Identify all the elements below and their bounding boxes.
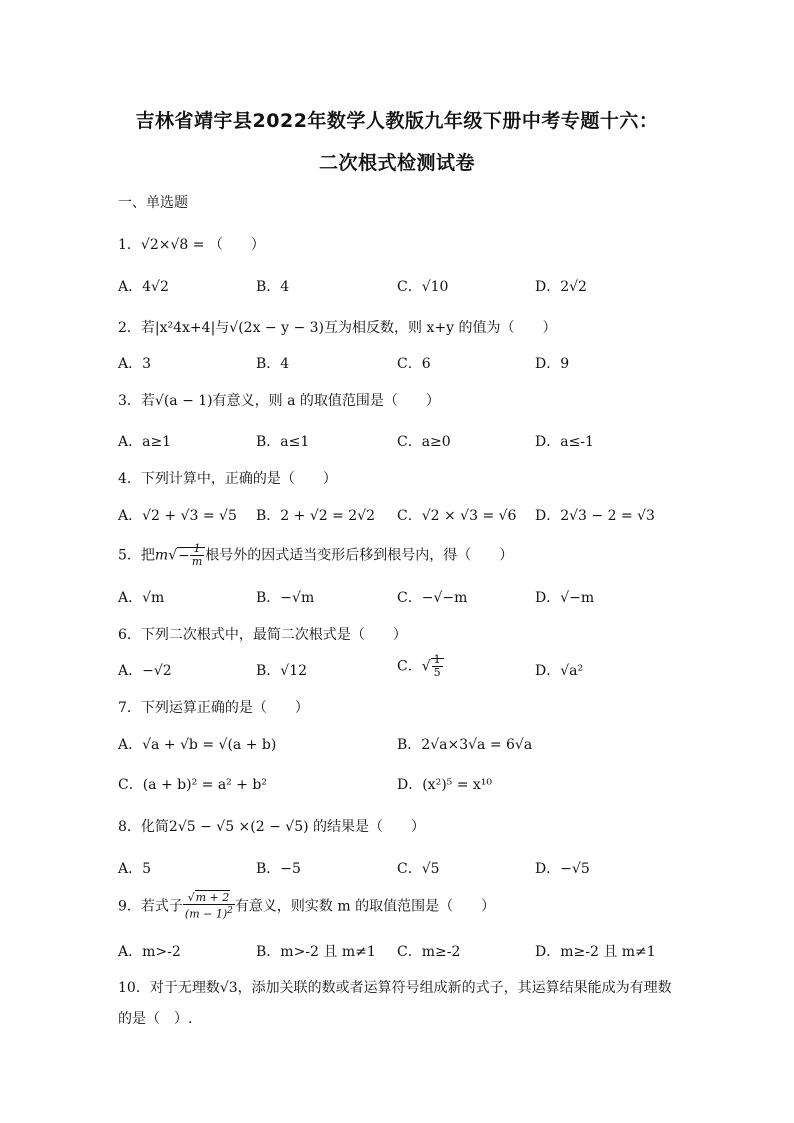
q8-option-d: D．−√5	[535, 861, 590, 877]
q5-radical-expression: m√− $\frac{1}{m}$	[155, 547, 205, 564]
q4-option-a: A．√2 + √3 = √5	[118, 508, 237, 524]
q6-option-c-label: C．	[397, 658, 422, 675]
question-2-stem: 2．若|x²4x+4|与√(2x − y − 3)互为相反数，则 x+y 的值为（ ）	[118, 320, 557, 336]
q9-option-b: B．m>-2 且 m≠1	[256, 944, 376, 960]
q5-stem-prefix: 5．把	[118, 547, 155, 564]
q5-stem-suffix: 根号外的因式适当变形后移到根号内，得（ ）	[205, 547, 514, 564]
q8-option-c: C．√5	[397, 861, 440, 877]
q7-option-b: B．2√a×3√a = 6√a	[397, 737, 533, 753]
q6-option-d: D．√a²	[535, 663, 584, 679]
q9-option-d: D．m≥-2 且 m≠1	[535, 944, 656, 960]
q3-option-b: B．a≤1	[256, 434, 310, 450]
question-10-stem-line-2: 的是（ ）.	[118, 1011, 193, 1027]
q4-option-b: B．2 + √2 = 2√2	[256, 508, 376, 524]
q9-option-a: A．m>-2	[118, 944, 181, 960]
title-line-2: 二次根式检测试卷	[318, 152, 475, 174]
q2-option-d: D．9	[535, 356, 570, 372]
q4-option-c: C．√2 × √3 = √6	[397, 508, 517, 524]
q2-option-b: B．4	[256, 356, 290, 372]
q7-option-c: C．(a + b)² = a² + b²	[118, 777, 267, 793]
q2-option-c: C．6	[397, 356, 431, 372]
q8-option-b: B．−5	[256, 861, 301, 877]
q5-option-c: C．−√−m	[397, 590, 468, 606]
q2-option-a: A．3	[118, 356, 152, 372]
question-1-stem: 1．√2×√8 = （ ）	[118, 237, 265, 253]
q7-option-a: A．√a + √b = √(a + b)	[118, 737, 277, 753]
q5-option-b: B．−√m	[256, 590, 315, 606]
question-9-stem	[118, 892, 495, 921]
q9-stem-prefix: 9．若式子	[118, 898, 183, 915]
question-4-stem: 4．下列计算中，正确的是（ ）	[118, 471, 337, 487]
q1-option-a: A．4√2	[118, 279, 169, 295]
q9-fraction-expression: $\frac{√m + 2}{(m - 1)^2}$	[184, 891, 233, 921]
q3-option-a: A．a≥1	[118, 434, 172, 450]
q3-option-d: D．a≤-1	[535, 434, 594, 450]
question-10-stem-line-1: 10．对于无理数√3，添加关联的数或者运算符号组成新的式子，其运算结果能成为有理数	[118, 980, 672, 996]
q8-option-a: A．5	[118, 861, 152, 877]
question-5-stem	[118, 543, 513, 568]
title-line-1: 吉林省靖宇县2022年数学人教版九年级下册中考专题十六：	[135, 110, 659, 132]
question-3-stem: 3．若√(a − 1)有意义，则 a 的取值范围是（ ）	[118, 393, 440, 409]
q6-option-c: C．√ $\frac{1}{5}$	[397, 654, 444, 679]
q5-option-a: A．√m	[118, 590, 165, 606]
q9-option-c: C．m≥-2	[397, 944, 461, 960]
question-7-stem: 7．下列运算正确的是（ ）	[118, 700, 309, 716]
q1-option-c: C．√10	[397, 279, 449, 295]
q9-stem-suffix: 有意义，则实数 m 的取值范围是（ ）	[234, 898, 496, 915]
q3-option-c: C．a≥0	[397, 434, 451, 450]
q4-option-d: D．2√3 − 2 = √3	[535, 508, 655, 524]
q6-option-b: B．√12	[256, 663, 308, 679]
question-8-stem: 8．化简2√5 − √5 ×(2 − √5) 的结果是（ ）	[118, 819, 426, 835]
q5-option-d: D．√−m	[535, 590, 595, 606]
q6-option-a: A．−√2	[118, 663, 172, 679]
q1-option-b: B．4	[256, 279, 290, 295]
q7-option-d: D．(x²)⁵ = x¹⁰	[397, 777, 493, 793]
question-6-stem: 6．下列二次根式中，最简二次根式是（ ）	[118, 627, 407, 643]
q1-option-d: D．2√2	[535, 279, 587, 295]
section-heading: 一、单选题	[118, 195, 188, 211]
